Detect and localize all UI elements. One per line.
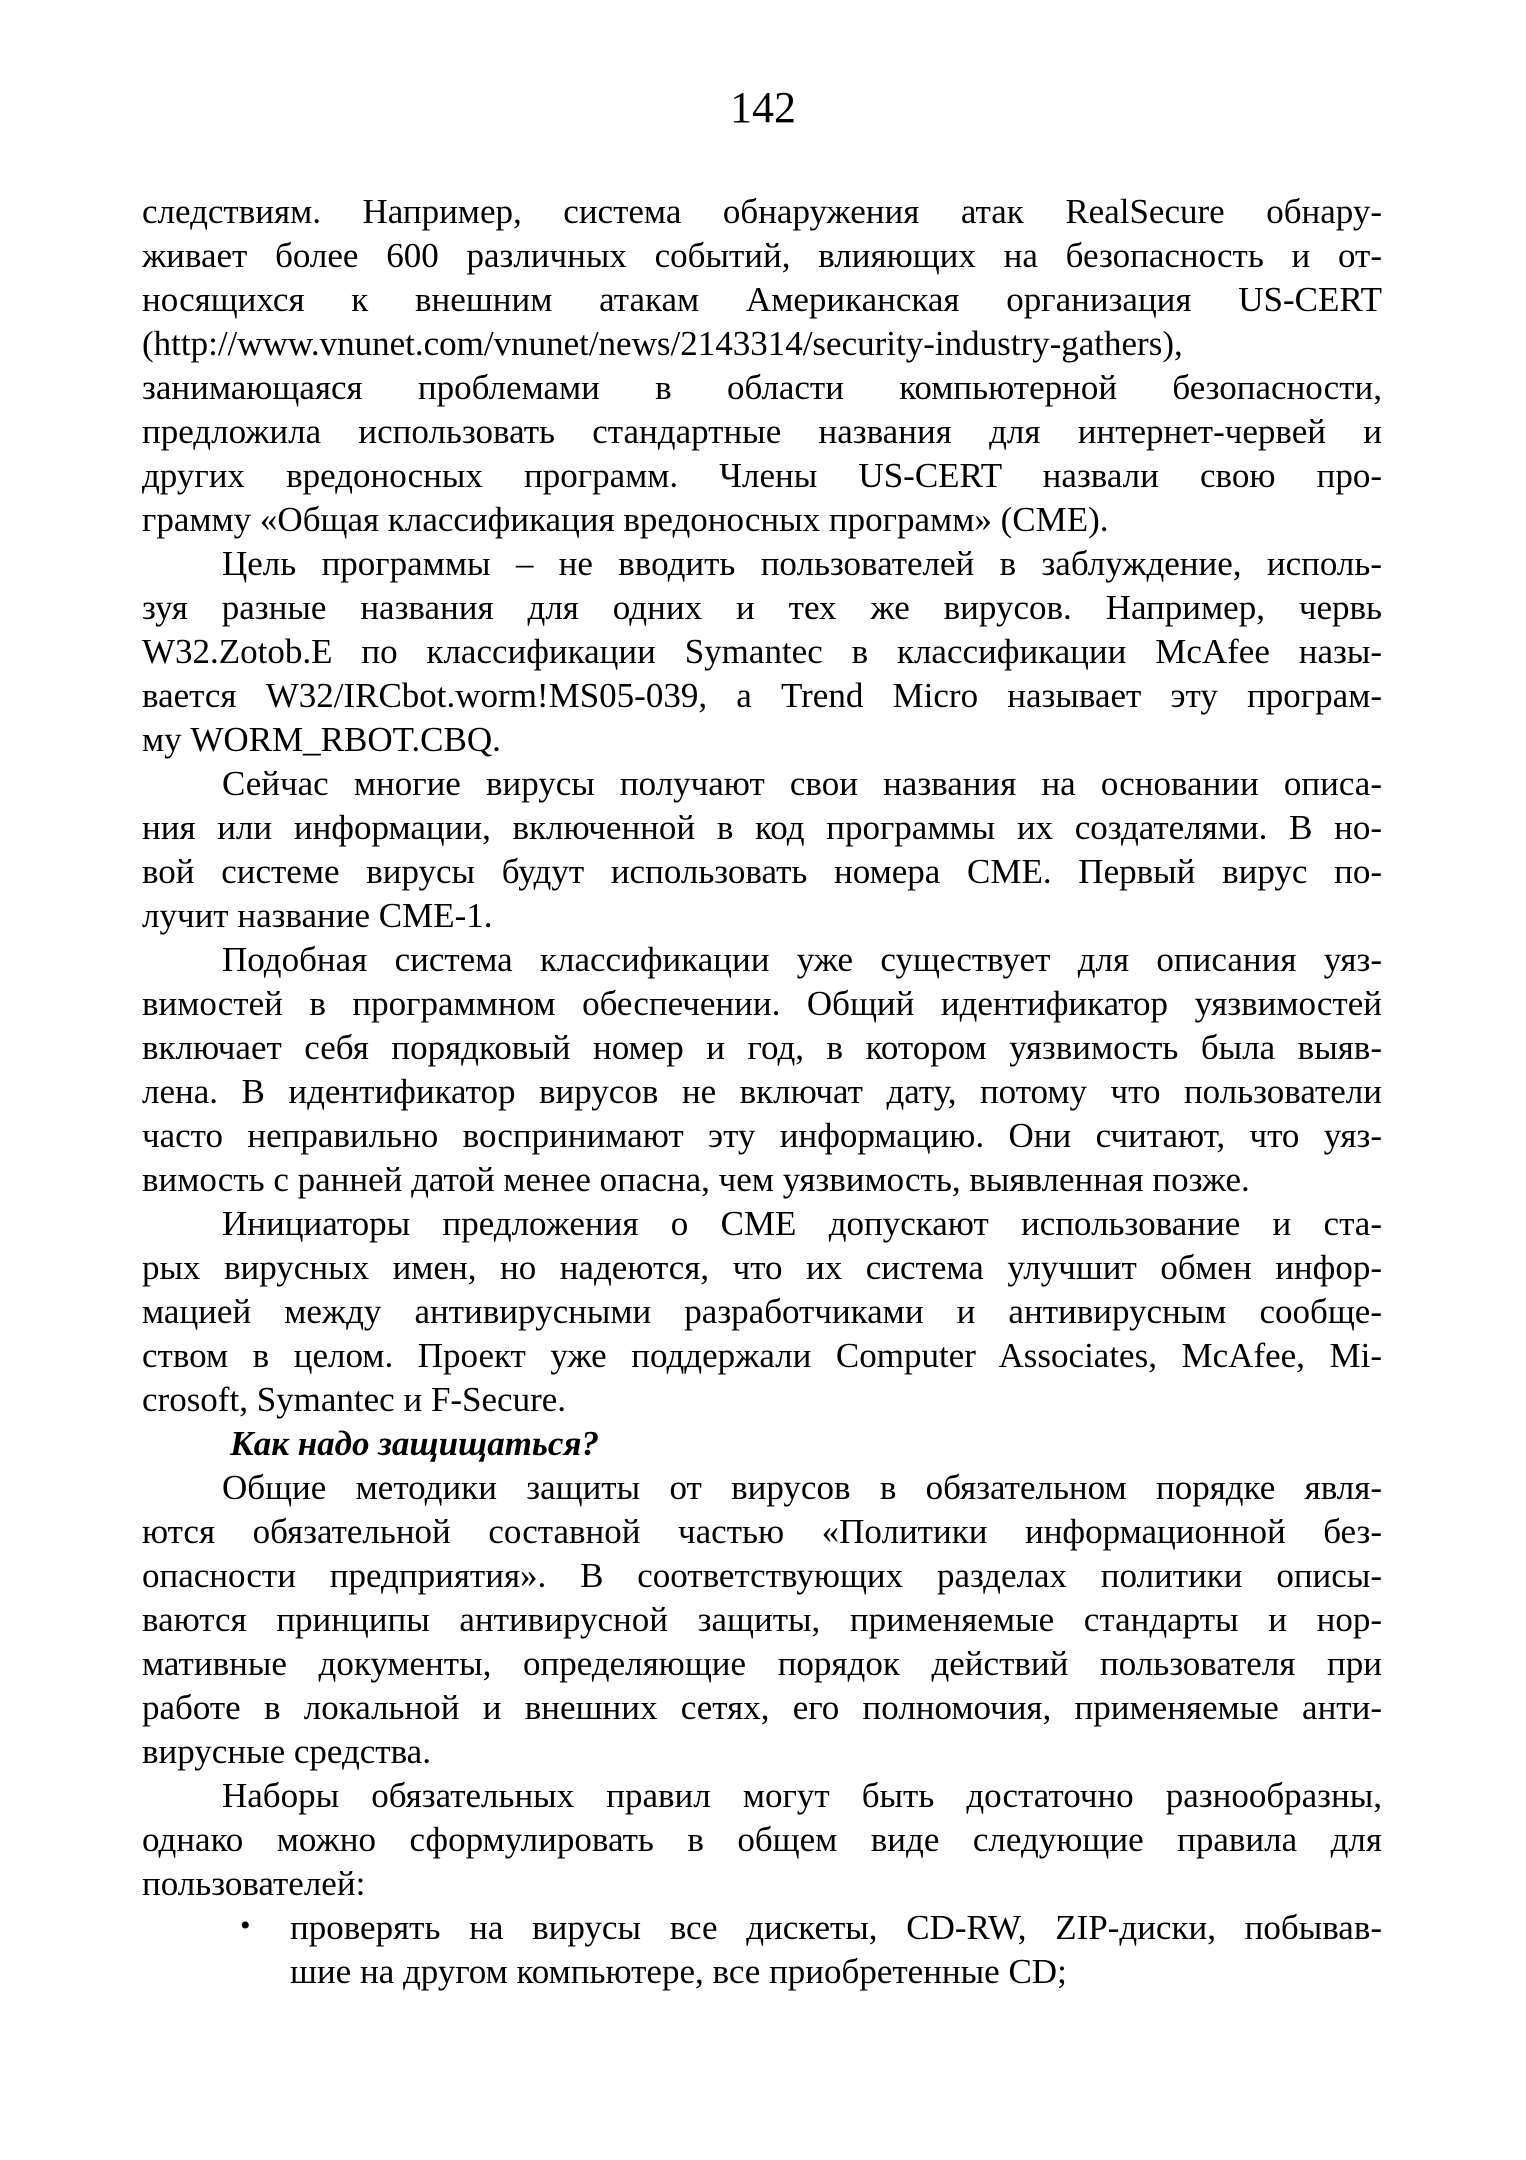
text-line: грамму «Общая классификация вредоносных программ» (CME). [142, 500, 1109, 539]
text-line: вой системе вирусы будут использовать номера CME. Первый вирус по- [142, 852, 1382, 891]
text-line: живает более 600 различных событий, влияющих на безопасность и от- [142, 236, 1382, 275]
text-line: занимающаяся проблемами в области компьютерной безопасности, [142, 368, 1382, 407]
text-line: включает себя порядковый номер и год, в котором уязвимость была выяв- [142, 1028, 1382, 1067]
text-line: лучит название CME-1. [142, 896, 493, 935]
bullet-item [142, 1906, 1382, 1994]
text-line: crosoft, Symantec и F-Secure. [142, 1380, 567, 1419]
text-line: му WORM_RBOT.CBQ. [142, 720, 501, 759]
text-line: рых вирусных имен, но надеются, что их система улучшит обмен инфор- [142, 1248, 1382, 1287]
text-line: Подобная система классификации уже существует для описания уяз- [222, 940, 1382, 979]
text-line: Цель программы – не вводить пользователей в заблуждение, исполь- [222, 544, 1382, 583]
text-line: ются обязательной составной частью «Политики информационной без- [142, 1512, 1382, 1551]
text-line: вимость с ранней датой менее опасна, чем уязвимость, выявленная позже. [142, 1160, 1250, 1199]
text-line: опасности предприятия». В соответствующих разделах политики описы- [142, 1556, 1382, 1595]
text-line: вирусные средства. [142, 1732, 431, 1771]
text-line: пользователей: [142, 1864, 366, 1903]
bullet-text: проверять на вирусы все дискеты, CD-RW, ZIP-диски, побывав- [290, 1908, 1382, 1947]
page-number: 142 [730, 83, 796, 132]
text-line: ством в целом. Проект уже поддержали Computer Associates, McAfee, Mi- [142, 1336, 1382, 1375]
text-line [142, 1906, 1382, 1950]
text-line: шие на другом компьютере, все приобретенные CD; [290, 1952, 1067, 1991]
text-line: Общие методики защиты от вирусов в обязательном порядке явля- [222, 1468, 1382, 1507]
text-line: Наборы обязательных правил могут быть достаточно разнообразны, [222, 1776, 1382, 1815]
text-line: Инициаторы предложения о CME допускают использование и ста- [222, 1204, 1382, 1243]
text-block [142, 190, 1382, 1994]
text-line: (http://www.vnunet.com/vnunet/news/2143314/security-industry-gathers), [142, 324, 1183, 363]
text-line: однако можно сформулировать в общем виде следующие правила для [142, 1820, 1382, 1859]
paragraph [142, 1466, 1382, 1774]
text-line: следствиям. Например, система обнаружения атак RealSecure обнару- [142, 192, 1382, 231]
section-heading [142, 1422, 1382, 1466]
text-line: ния или информации, включенной в код программы их создателями. В но- [142, 808, 1382, 847]
text-line: Как надо защищаться? [230, 1424, 599, 1463]
paragraph [142, 542, 1382, 762]
text-line: мативные документы, определяющие порядок действий пользователя при [142, 1644, 1382, 1683]
text-line: зуя разные названия для одних и тех же вирусов. Например, червь [142, 588, 1382, 627]
text-line: ваются принципы антивирусной защиты, применяемые стандарты и нор- [142, 1600, 1382, 1639]
text-line: мацией между антивирусными разработчиками и антивирусным сообще- [142, 1292, 1382, 1331]
paragraph [142, 762, 1382, 938]
paragraph [142, 938, 1382, 1202]
text-line: предложила использовать стандартные названия для интернет-червей и [142, 412, 1382, 451]
text-line: вимостей в программном обеспечении. Общий идентификатор уязвимостей [142, 984, 1382, 1023]
text-line: носящихся к внешним атакам Американская организация US-CERT [142, 280, 1382, 319]
text-line: лена. В идентификатор вирусов не включат дату, потому что пользователи [142, 1072, 1382, 1111]
text-line: W32.Zotob.E по классификации Symantec в классификации McAfee назы- [142, 632, 1382, 671]
paragraph [142, 1774, 1382, 1906]
paragraph [142, 1202, 1382, 1422]
bullet-icon: • [240, 1909, 251, 1942]
paragraph [142, 190, 1382, 542]
text-line: других вредоносных программ. Члены US-CERT назвали свою про- [142, 456, 1382, 495]
text-line: вается W32/IRCbot.worm!MS05-039, а Trend Micro называет эту програм- [142, 676, 1382, 715]
text-line: работе в локальной и внешних сетях, его полномочия, применяемые анти- [142, 1688, 1382, 1727]
text-line: Сейчас многие вирусы получают свои названия на основании описа- [222, 764, 1382, 803]
text-line: часто неправильно воспринимают эту информацию. Они считают, что уяз- [142, 1116, 1382, 1155]
